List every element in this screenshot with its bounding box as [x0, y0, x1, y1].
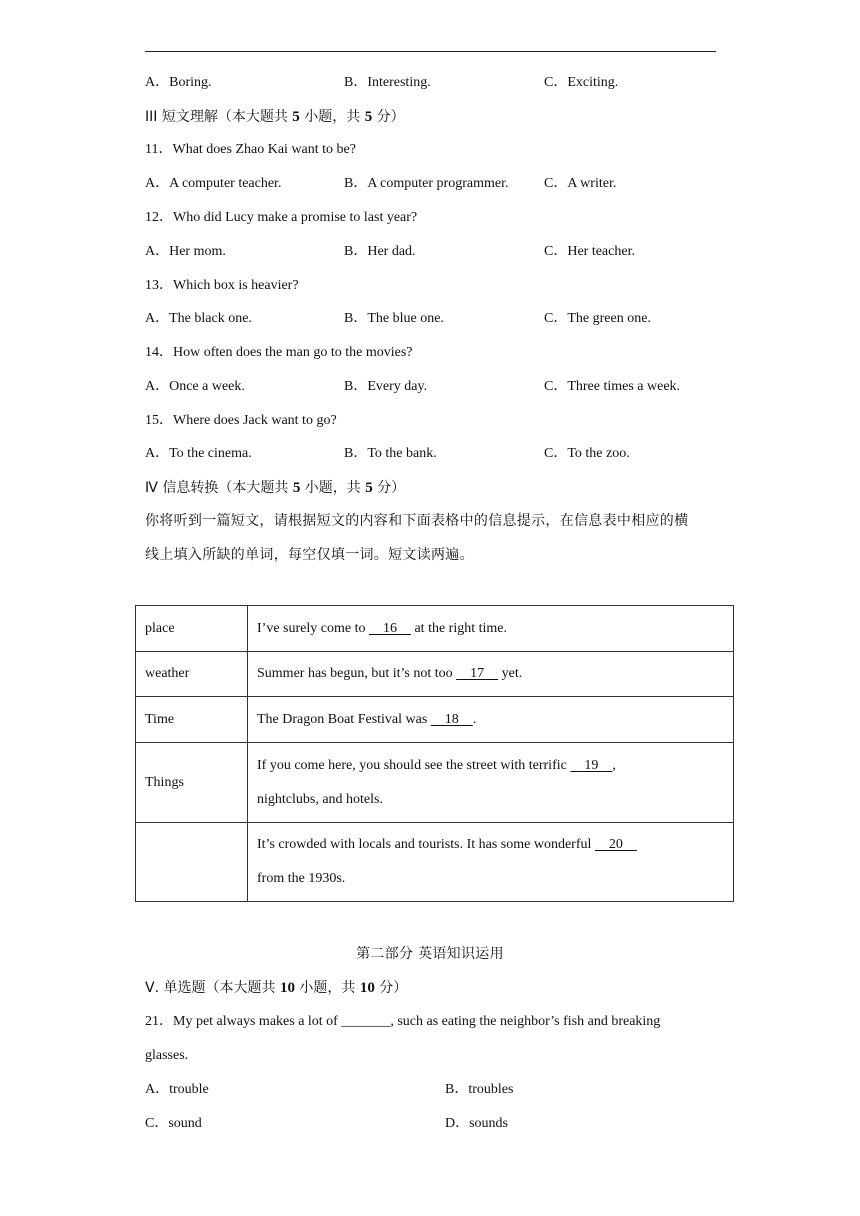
answer-blank-18[interactable]: 18: [430, 711, 473, 727]
row-label: place: [136, 606, 248, 652]
section3-heading: ⅠⅠⅠ 短文理解（本大题共 5 小题，共 5 分）: [145, 109, 405, 125]
table-row: [136, 652, 734, 697]
q21-option-b: B．troubles: [445, 1082, 514, 1097]
row-label: Things: [136, 743, 248, 823]
q14-option-a: A．Once a week.: [145, 379, 245, 394]
q21-option-d: D．sounds: [445, 1116, 509, 1131]
q10-option-c: C．Exciting.: [544, 75, 619, 90]
answer-blank-16[interactable]: 16: [368, 620, 411, 636]
answer-blank-20[interactable]: 20: [594, 837, 637, 852]
q12-option-b: B．Her dad.: [344, 244, 416, 259]
q21-option-a: A．trouble: [145, 1082, 209, 1097]
question-21: 21．My pet always makes a lot of _______, such as eating the neighbor’s fish and breaking: [145, 1014, 661, 1029]
table-row: [136, 743, 734, 823]
q11-option-b: B．A computer programmer.: [344, 176, 509, 191]
q21-option-c: C．sound: [145, 1116, 202, 1131]
question-13: 13．Which box is heavier?: [145, 278, 299, 293]
answer-blank-17[interactable]: 17: [456, 666, 499, 681]
section4-heading: Ⅳ 信息转换（本大题共 5 小题，共 5 分）: [145, 480, 406, 496]
q12-option-a: A．Her mom.: [145, 244, 226, 259]
q14-option-c: C．Three times a week.: [544, 379, 681, 394]
table-row: [136, 823, 734, 902]
row-label: weather: [136, 652, 248, 697]
q13-option-b: B．The blue one.: [344, 311, 444, 326]
q10-option-b: B．Interesting.: [344, 75, 431, 90]
question-21-continued: glasses.: [145, 1048, 189, 1063]
row-content: If you come here, you should see the street with terrific 19 , nightclubs, and hotels.: [248, 743, 734, 823]
row-content: I’ve surely come to 16 at the right time.: [248, 606, 734, 652]
instructions-line-1: 你将听到一篇短文，请根据短文的内容和下面表格中的信息提示，在信息表中相应的横: [145, 513, 689, 529]
section5-heading: Ⅴ. 单选题（本大题共 10 小题，共 10 分）: [145, 980, 408, 996]
row-content: Summer has begun, but it’s not too 17 yet.: [248, 652, 734, 697]
q14-option-b: B．Every day.: [344, 379, 428, 394]
q11-option-a: A．A computer teacher.: [145, 176, 282, 191]
row-content: The Dragon Boat Festival was 18 .: [248, 697, 734, 743]
q15-option-a: A．To the cinema.: [145, 446, 252, 461]
part2-title: 第二部分 英语知识运用: [356, 946, 504, 962]
row-label: [136, 823, 248, 902]
info-table: [135, 605, 734, 902]
table-row: [136, 606, 734, 652]
question-11: 11．What does Zhao Kai want to be?: [145, 142, 356, 157]
question-12: 12．Who did Lucy make a promise to last year?: [145, 210, 418, 225]
row-label: Time: [136, 697, 248, 743]
q15-option-c: C．To the zoo.: [544, 446, 630, 461]
question-15: 15．Where does Jack want to go?: [145, 413, 337, 428]
table-row: [136, 697, 734, 743]
q12-option-c: C．Her teacher.: [544, 244, 635, 259]
q15-option-b: B．To the bank.: [344, 446, 437, 461]
instructions-line-2: 线上填入所缺的单词，每空仅填一词。短文读两遍。: [145, 547, 474, 563]
q11-option-c: C．A writer.: [544, 176, 617, 191]
answer-blank-19[interactable]: 19: [570, 757, 613, 773]
row-content: It’s crowded with locals and tourists. It has some wonderful 20 from the 1930s.: [248, 823, 734, 902]
q13-option-c: C．The green one.: [544, 311, 651, 326]
q10-option-a: A．Boring.: [145, 75, 212, 90]
header-rule: [145, 51, 716, 52]
q13-option-a: A．The black one.: [145, 311, 252, 326]
question-14: 14．How often does the man go to the movies?: [145, 345, 413, 360]
